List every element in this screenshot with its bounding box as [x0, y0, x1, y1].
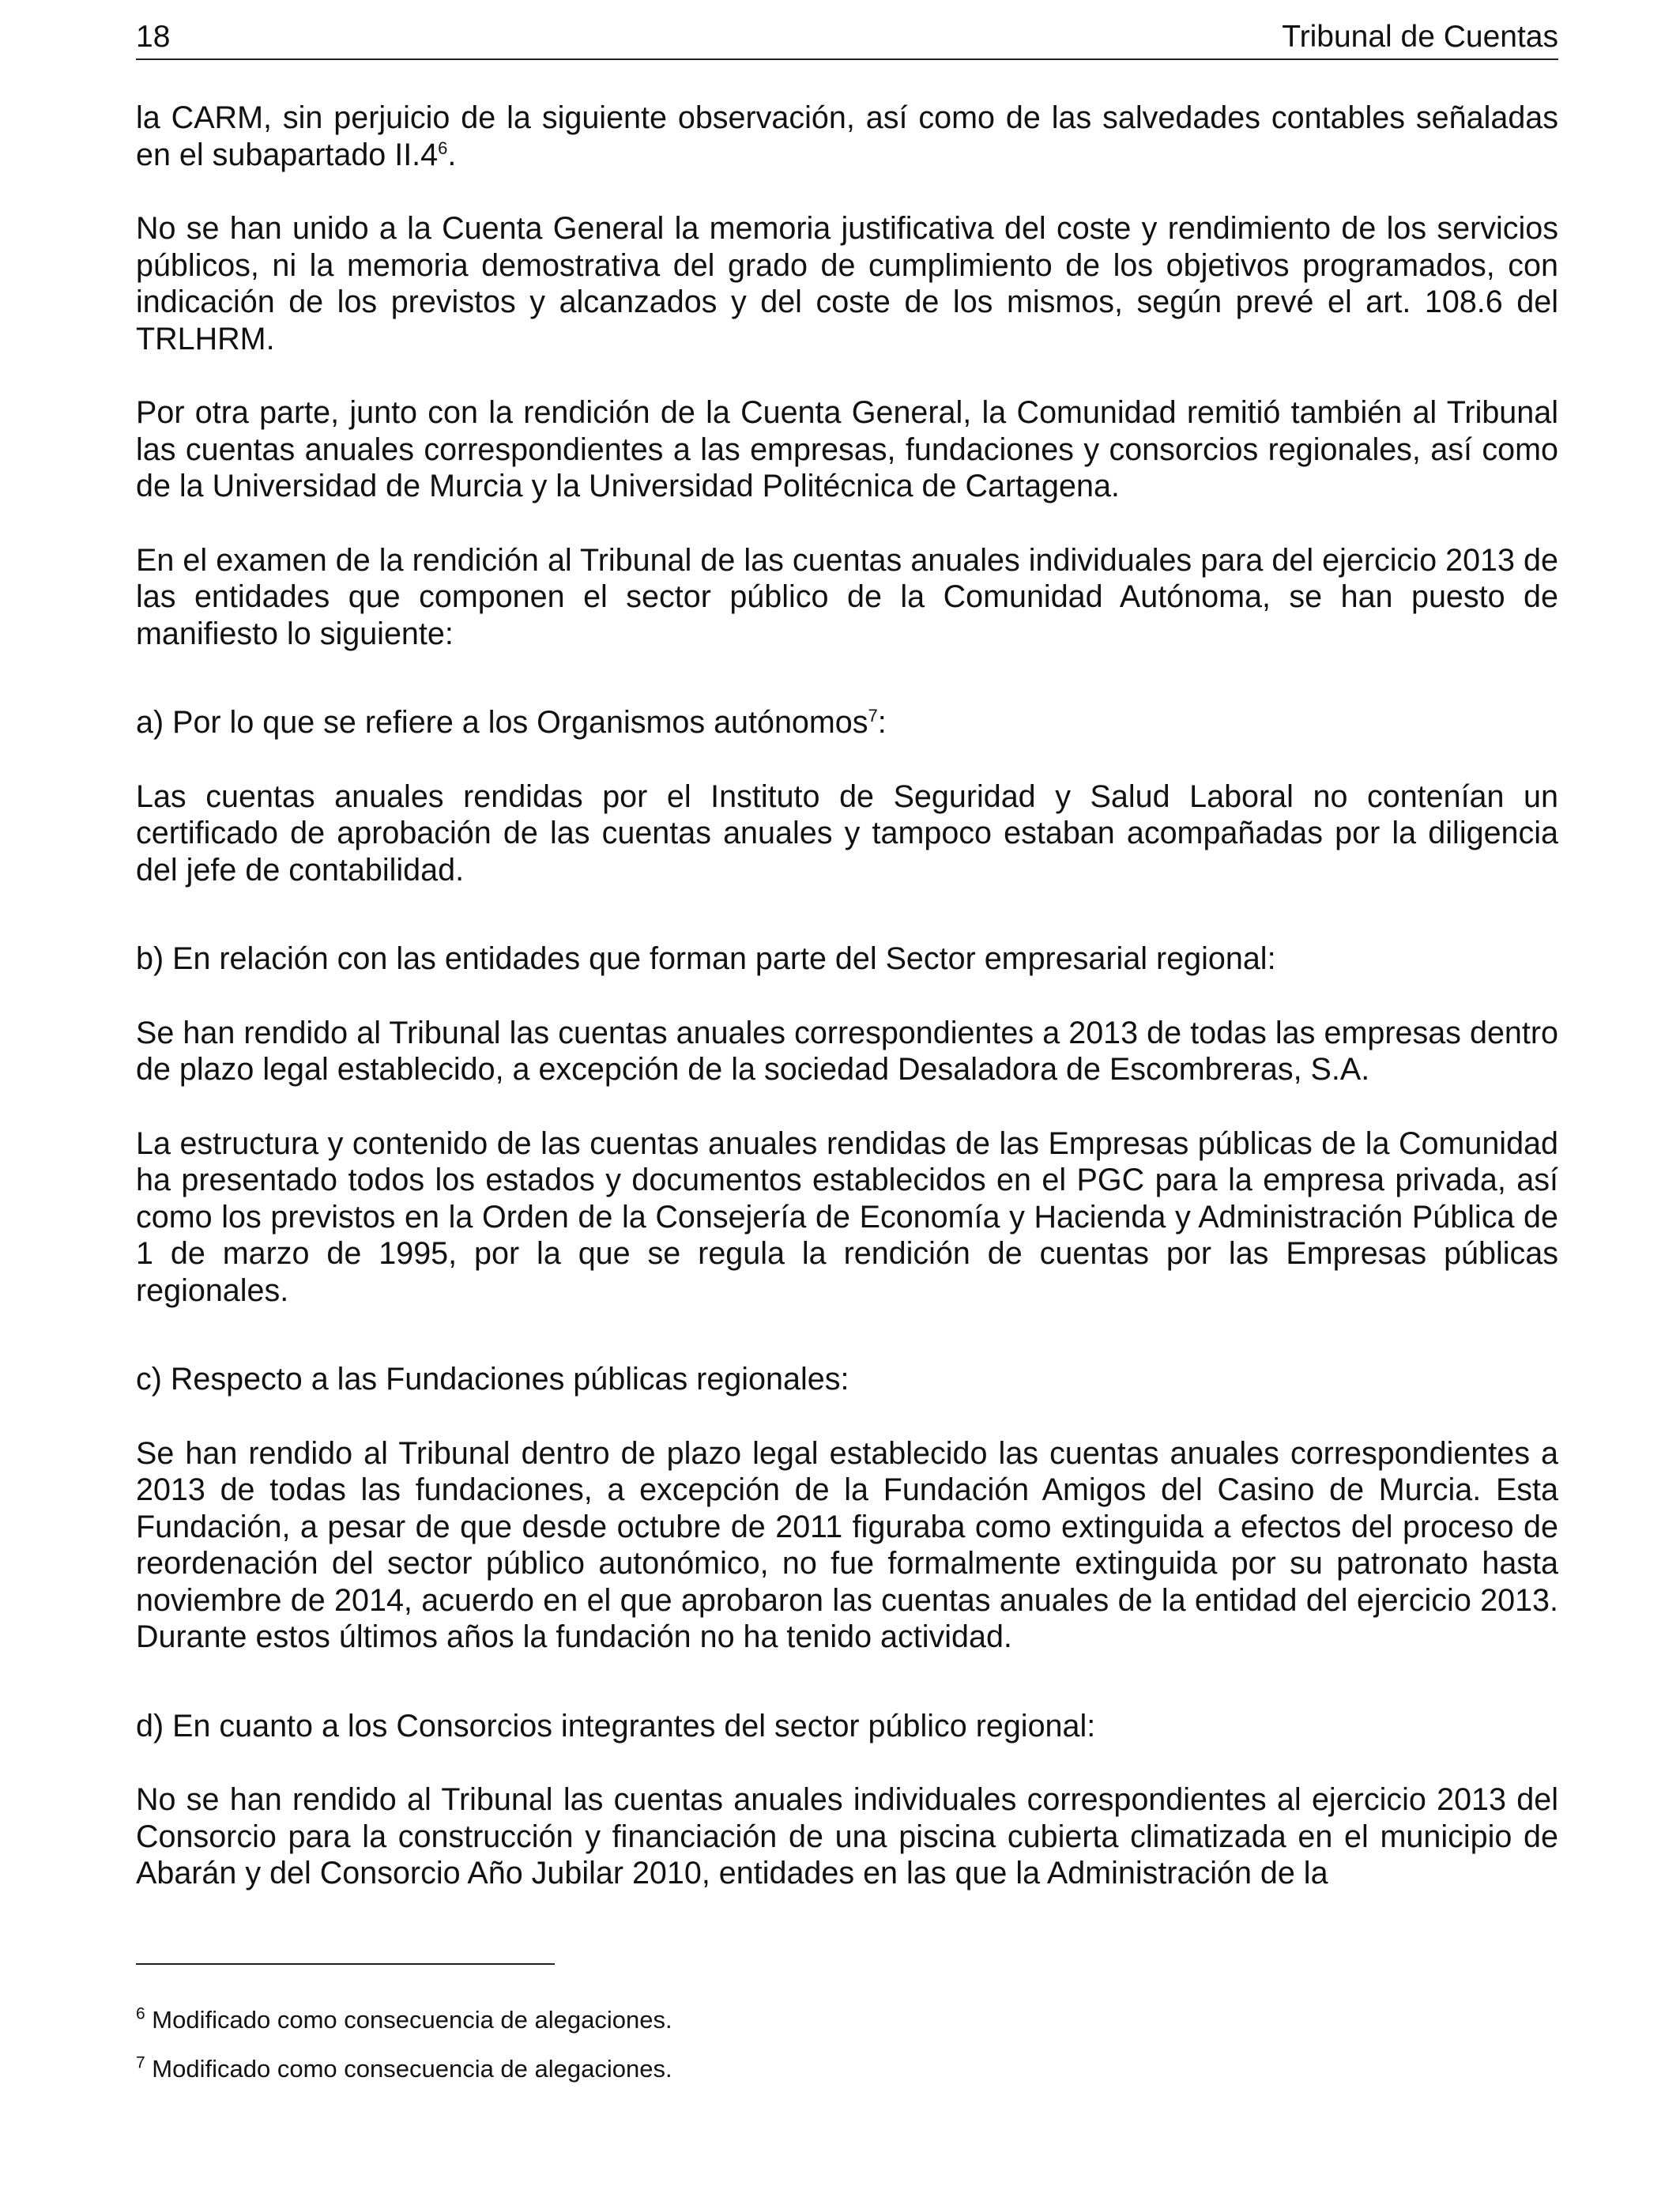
paragraph-empresas-rendicion: Se han rendido al Tribunal las cuentas anuales correspondientes a 2013 de todas las empresas dentro de plazo legal establecido, a excepción de la sociedad Desaladora de Escombreras, S.A. — [136, 1015, 1558, 1087]
footnote-ref-6[interactable]: 6 — [438, 138, 448, 158]
item-b-heading: b) En relación con las entidades que forman parte del Sector empresarial regional: — [136, 941, 1276, 976]
paragraph-carm-continuation — [136, 100, 1558, 173]
paragraph-end: . — [447, 137, 457, 172]
paragraph-memoria: No se han unido a la Cuenta General la memoria justificativa del coste y rendimiento de los servicios públicos, ni la memoria demostrativa del grado de cumplimiento de los objetivos programados, con indicación de los previstos y alcanzados y del coste de los mismos, según prevé el art. 108.6 del TRLHRM. — [136, 211, 1558, 356]
item-a-heading — [136, 704, 1558, 741]
paragraph-fundaciones: Se han rendido al Tribunal dentro de plazo legal establecido las cuentas anuales correspondientes a 2013 de todas las fundaciones, a excepción de la Fundación Amigos del Casino de Murcia. Esta Fundación, a pesar de que desde octubre de 2011 figuraba como extinguida a efectos del proceso de reordenación del sector público autonómico, no fue formalmente extinguida por su patronato hasta noviembre de 2014, acuerdo en el que aprobaron las cuentas anuales de la entidad del ejercicio 2013. Durante estos últimos años la fundación no ha tenido actividad. — [136, 1435, 1558, 1654]
page-header — [136, 16, 1558, 60]
paragraph-organismos: Las cuentas anuales rendidas por el Instituto de Seguridad y Salud Laboral no contenían un certificado de aprobación de las cuentas anuales y tampoco estaban acompañadas por la diligencia del jefe de contabilidad. — [136, 778, 1558, 888]
paragraph-examen: En el examen de la rendición al Tribunal de las cuentas anuales individuales para del ejercicio 2013 de las entidades que componen el sector público de la Comunidad Autónoma, se han puesto de manifiesto lo siguiente: — [136, 542, 1558, 651]
footnote-text: Modificado como consecuencia de alegaciones. — [145, 2006, 672, 2034]
footnote-6 — [136, 2004, 1558, 2036]
paragraph-rendicion: Por otra parte, junto con la rendición de la Cuenta General, la Comunidad remitió también al Tribunal las cuentas anuales correspondientes a las empresas, fundaciones y consorcios regionales, así como de la Universidad de Murcia y la Universidad Politécnica de Cartagena. — [136, 395, 1558, 503]
paragraph-empresas-estructura: La estructura y contenido de las cuentas anuales rendidas de las Empresas públicas de la Comunidad ha presentado todos los estados y documentos establecidos en el PGC para la empresa privada, así como los previstos en la Orden de la Consejería de Economía y Hacienda y Administración Pública de 1 de marzo de 1995, por la que se regula la rendición de cuentas por las Empresas públicas regionales. — [136, 1125, 1558, 1308]
item-a-text: a) Por lo que se refiere a los Organismos autónomos — [136, 705, 868, 740]
footnote-number: 6 — [136, 2004, 145, 2023]
item-d-heading: d) En cuanto a los Consorcios integrantes del sector público regional: — [136, 1708, 1096, 1744]
running-title: Tribunal de Cuentas — [1282, 20, 1558, 54]
page-number: 18 — [136, 20, 171, 54]
footnote-ref-7[interactable]: 7 — [868, 705, 878, 726]
item-a-end: : — [877, 705, 887, 740]
paragraph-consorcios: No se han rendido al Tribunal las cuentas anuales individuales correspondientes al ejercicio 2013 del Consorcio para la construcción y financiación de una piscina cubierta climatizada en el municipio de Abarán y del Consorcio Año Jubilar 2010, entidades en las que la Administración de la — [136, 1782, 1558, 1891]
footnote-text: Modificado como consecuencia de alegaciones. — [145, 2055, 672, 2083]
footnote-separator — [136, 1963, 555, 1965]
document-body — [136, 100, 1558, 1929]
footnotes — [136, 2004, 1558, 2102]
item-c-heading: c) Respecto a las Fundaciones públicas regionales: — [136, 1362, 849, 1397]
paragraph-text: la CARM, sin perjuicio de la siguiente observación, así como de las salvedades contables señaladas en el subapartado II.4 — [136, 100, 1558, 172]
footnote-7 — [136, 2053, 1558, 2085]
footnote-number: 7 — [136, 2053, 145, 2072]
